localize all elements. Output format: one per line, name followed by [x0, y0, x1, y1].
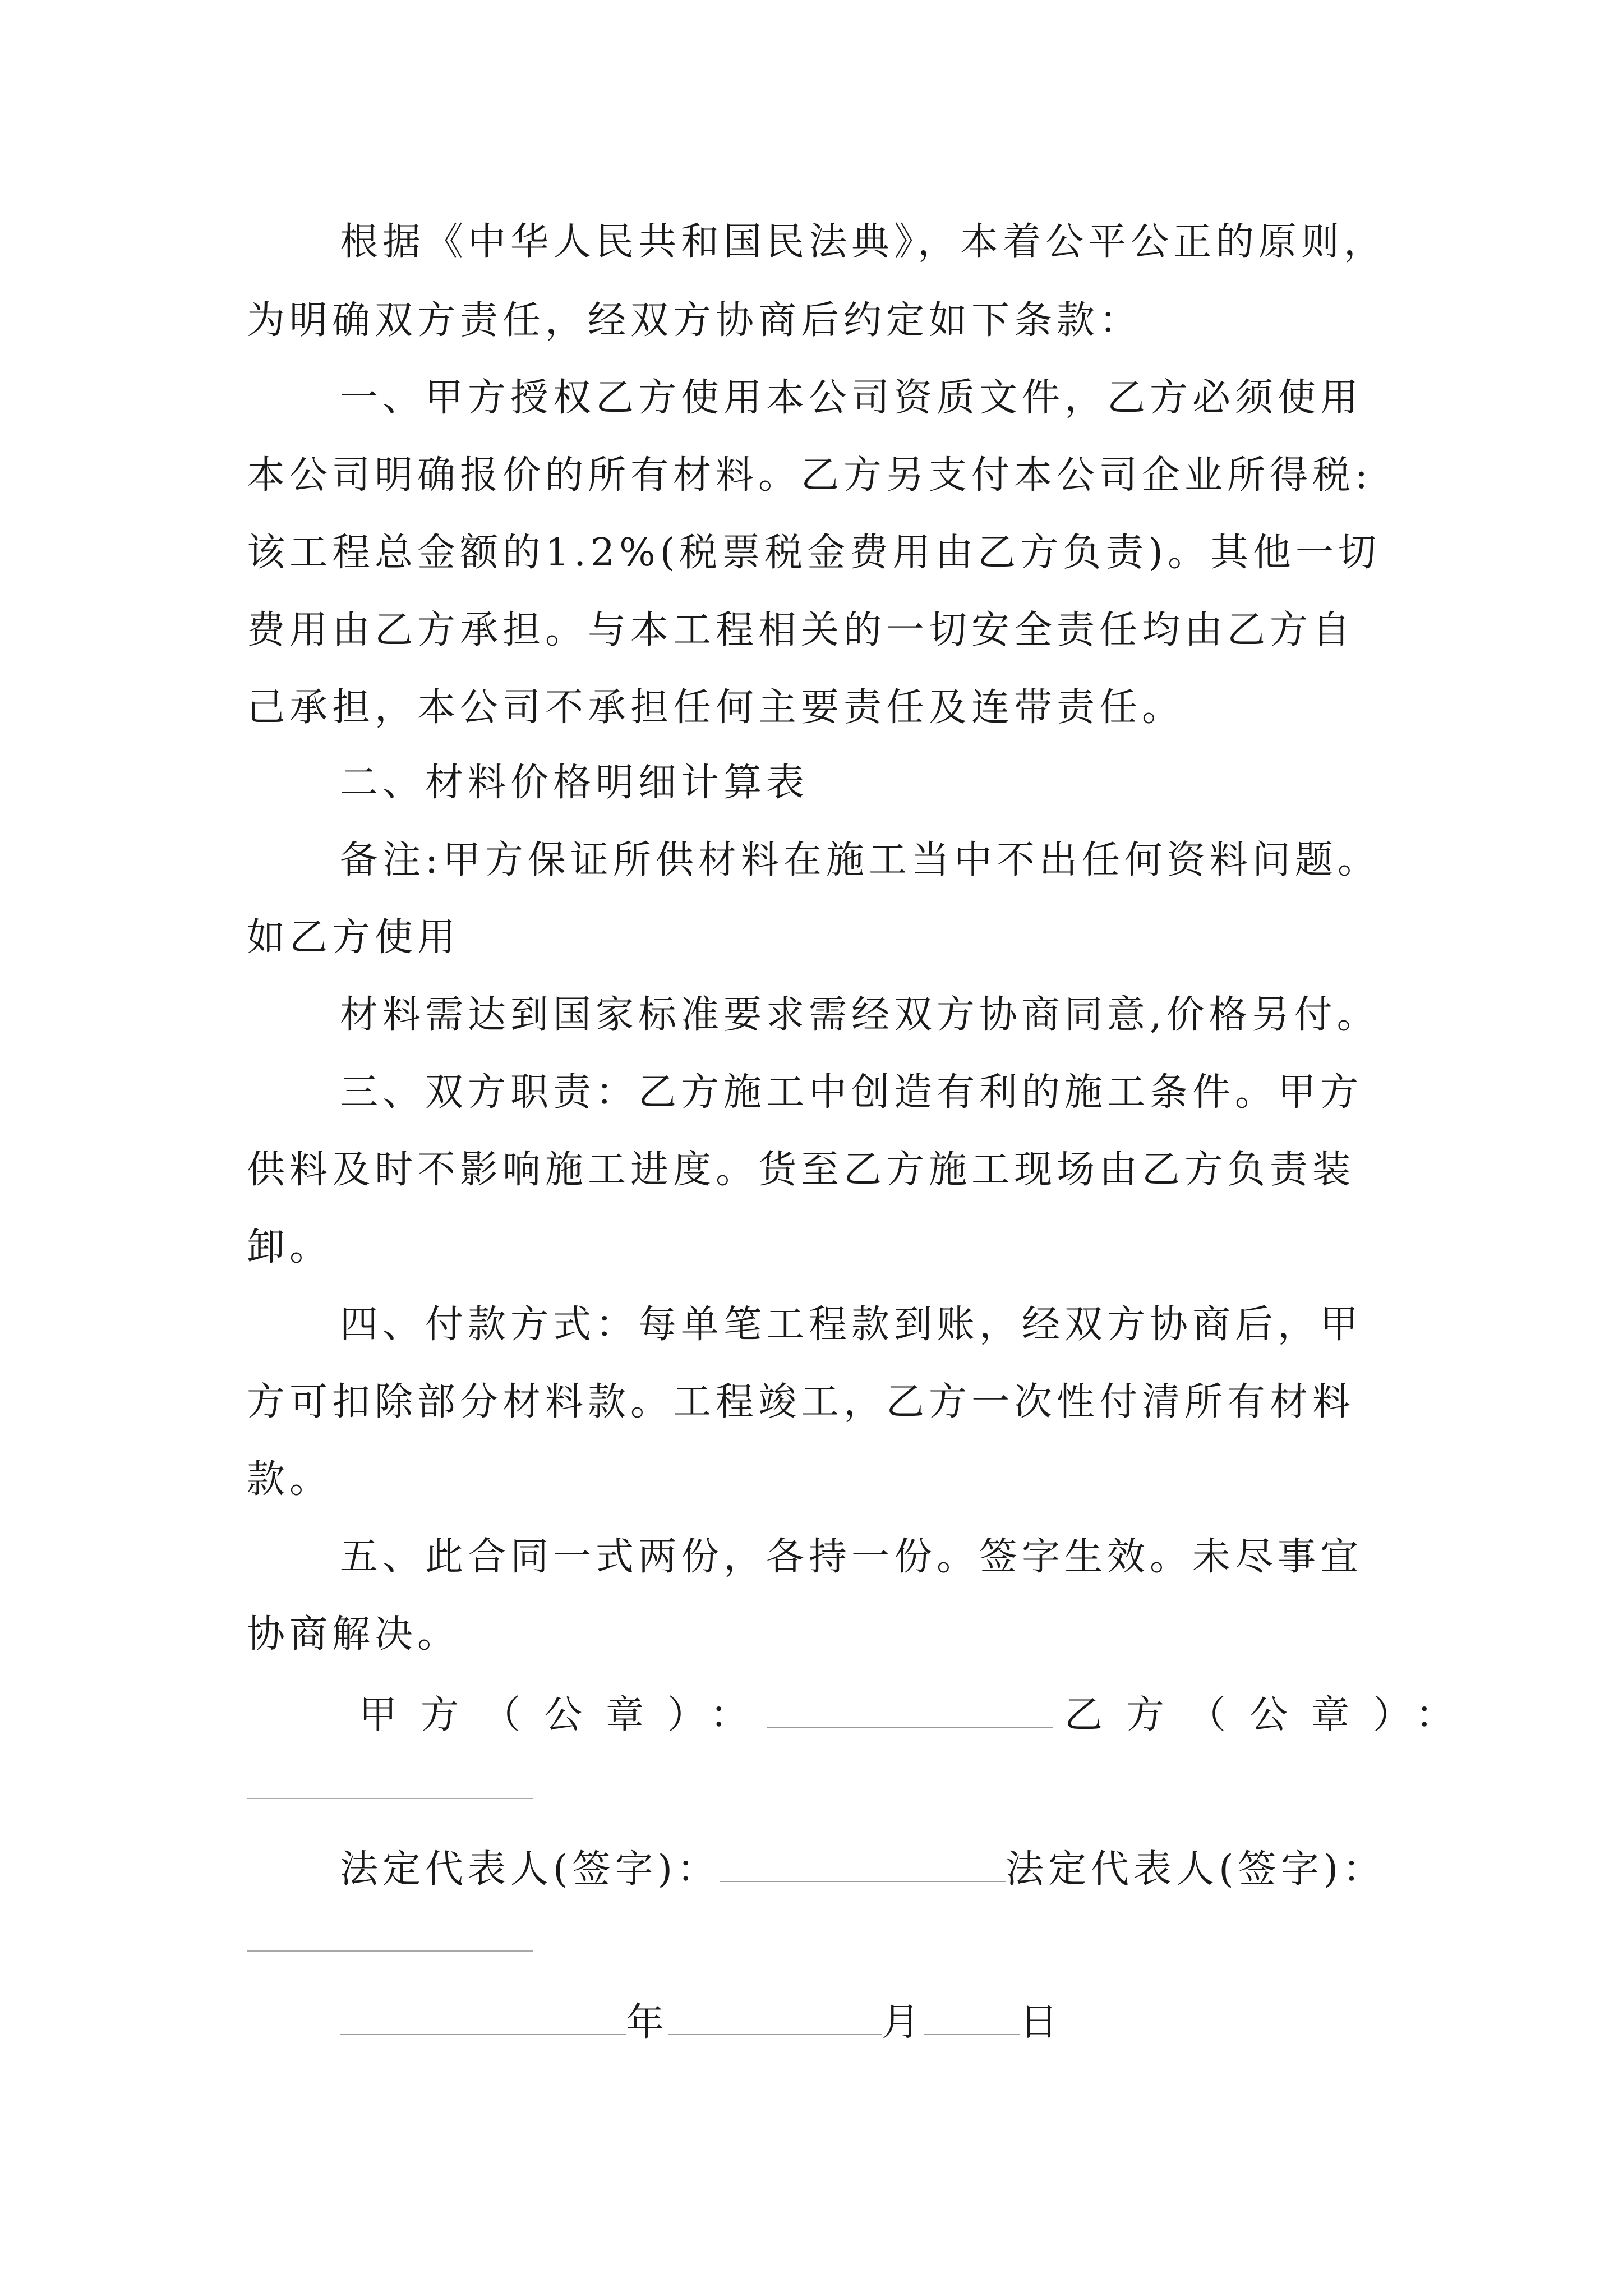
party-a-rep-label: 法定代表人(签字)：: [340, 1847, 720, 1892]
party-b-rep-blank: [247, 1950, 533, 1952]
year-label: 年: [626, 2000, 669, 2045]
paragraph-line: 为明确双方责任，经双方协商后约定如下条款：: [247, 298, 1142, 343]
section-heading: 二、材料价格明细计算表: [340, 761, 809, 805]
party-b-seal-blank: [247, 1798, 533, 1799]
day-blank: [924, 2000, 1020, 2035]
paragraph-line: 费用由乙方承担。与本工程相关的一切安全责任均由乙方自: [247, 608, 1355, 652]
paragraph-line: 四、付款方式：每单笔工程款到账，经双方协商后，甲: [340, 1303, 1363, 1347]
paragraph-line: 五、此合同一式两份，各持一份。签字生效。未尽事宜: [340, 1535, 1363, 1579]
representative-row: [340, 1847, 1386, 1892]
paragraph-line: 根据《中华人民共和国民法典》，本着公平公正的原则，: [340, 220, 1387, 264]
paragraph-line: 如乙方使用: [247, 915, 460, 960]
paragraph-line: 己承担，本公司不承担任何主要责任及连带责任。: [247, 685, 1185, 730]
paragraph-line: 协商解决。: [247, 1612, 460, 1657]
paragraph-line: 该工程总金额的1.2%(税票税金费用由乙方负责)。其他一切: [247, 531, 1381, 575]
party-a-rep-blank: [720, 1847, 1006, 1882]
date-row: [340, 2000, 1063, 2045]
party-b-seal-label: 乙方（公章）：: [1064, 1693, 1478, 1737]
paragraph-line: 材料需达到国家标准要求需经双方协商同意,价格另付。: [340, 993, 1380, 1037]
paragraph-line: 一、甲方授权乙方使用本公司资质文件，乙方必须使用: [340, 376, 1363, 420]
paragraph-line: 本公司明确报价的所有材料。乙方另支付本公司企业所得税:: [247, 453, 1372, 498]
party-b-rep-label: 法定代表人(签字)：: [1006, 1847, 1386, 1892]
party-a-seal-blank: [767, 1693, 1053, 1728]
paragraph-line: 备注:甲方保证所供材料在施工当中不出任何资料问题。: [340, 838, 1380, 882]
party-a-seal-row: [359, 1693, 1478, 1737]
paragraph-line: 方可扣除部分材料款。工程竣工，乙方一次性付清所有材料: [247, 1380, 1355, 1424]
year-blank: [340, 2000, 626, 2035]
paragraph-line: 款。: [247, 1457, 333, 1502]
paragraph-line: 供料及时不影响施工进度。货至乙方施工现场由乙方负责装: [247, 1148, 1355, 1192]
paragraph-line: 卸。: [247, 1225, 333, 1269]
party-a-seal-label: 甲方（公章）：: [359, 1693, 772, 1737]
day-label: 日: [1020, 2000, 1063, 2045]
paragraph-line: 三、双方职责：乙方施工中创造有利的施工条件。甲方: [340, 1070, 1363, 1115]
month-label: 月: [882, 2000, 925, 2045]
month-blank: [668, 2000, 882, 2035]
